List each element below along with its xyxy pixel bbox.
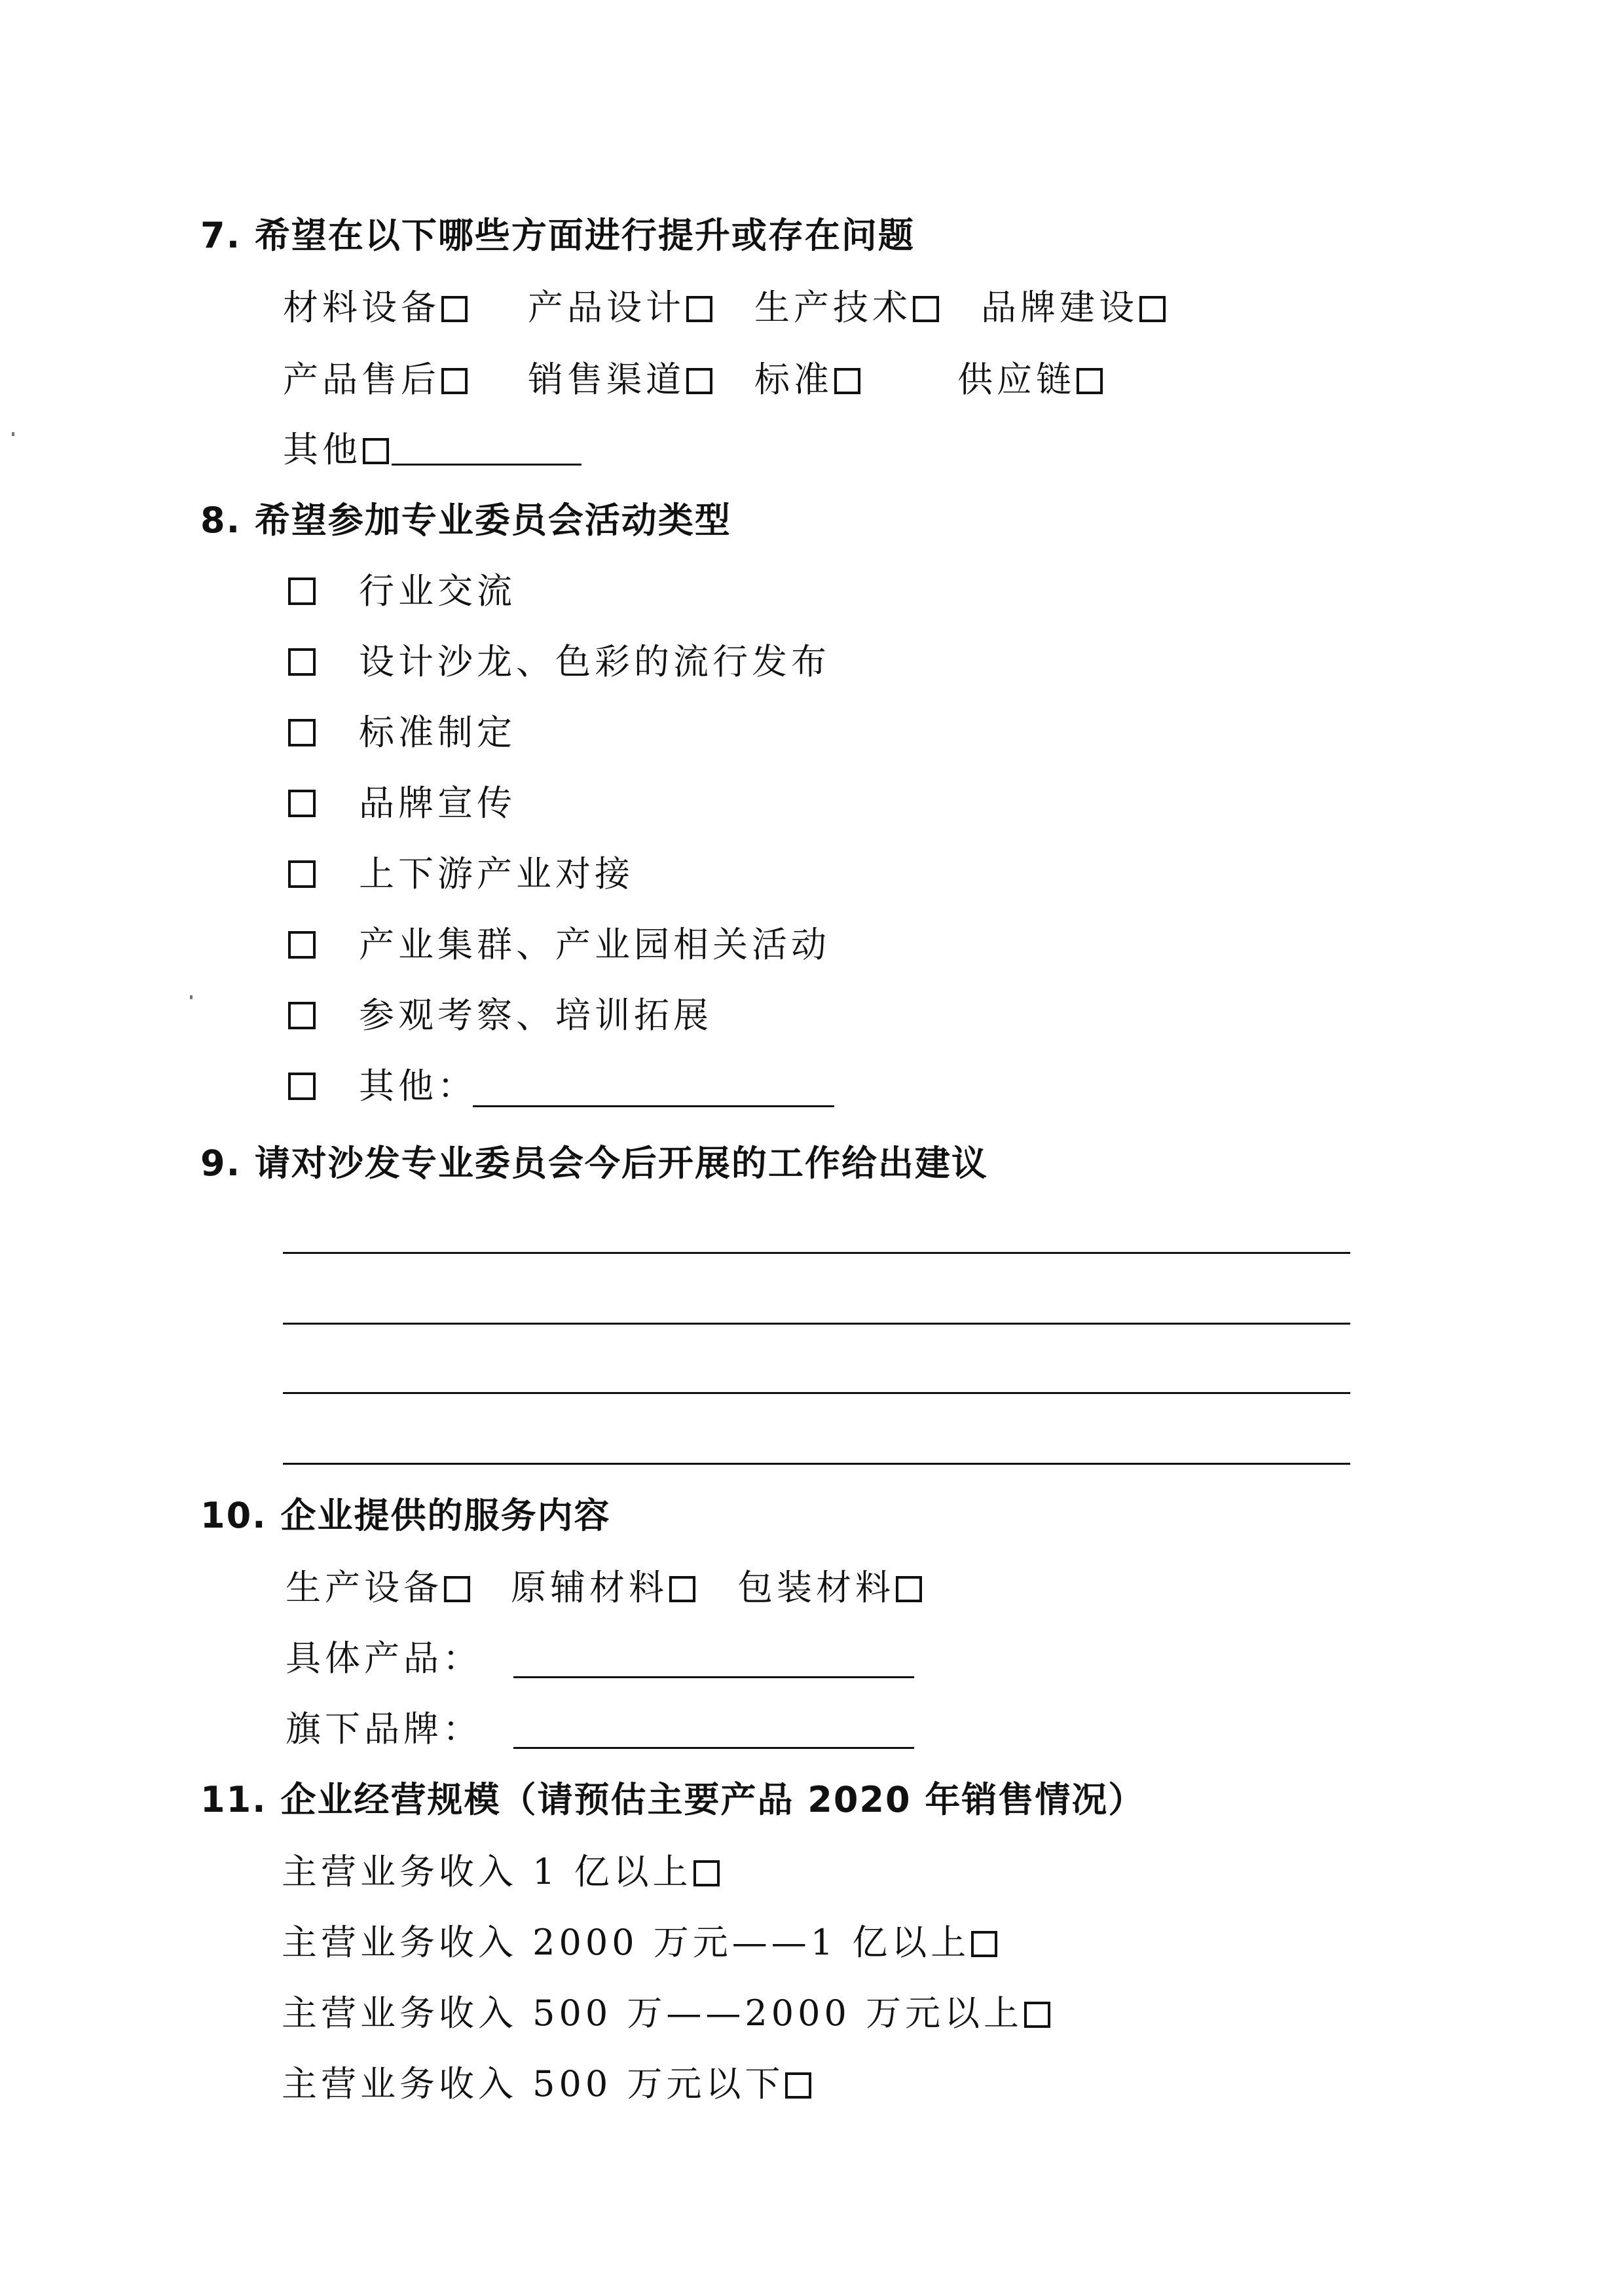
scan-speck bbox=[12, 432, 14, 436]
checkbox[interactable] bbox=[288, 1073, 316, 1100]
scan-speck bbox=[190, 995, 193, 999]
q7-option-label: 品牌建设 bbox=[981, 287, 1138, 328]
q8-option-label: 行业交流 bbox=[359, 570, 516, 612]
q7-option-brand-building[interactable] bbox=[981, 285, 1166, 331]
checkbox[interactable] bbox=[896, 1576, 922, 1602]
checkbox[interactable] bbox=[686, 296, 712, 322]
q7-option-label: 销售渠道 bbox=[528, 359, 685, 400]
q10-brand-input-line[interactable] bbox=[513, 1747, 914, 1749]
checkbox[interactable] bbox=[288, 1002, 316, 1029]
q7-option-sales-channel[interactable] bbox=[528, 357, 712, 403]
checkbox[interactable] bbox=[288, 860, 316, 888]
question-7-title: 7. 希望在以下哪些方面进行提升或存在问题 bbox=[200, 215, 915, 256]
q11-option-label: 主营业务收入 500 万——2000 万元以上 bbox=[282, 1992, 1023, 2034]
q7-option-label: 材料设备 bbox=[283, 287, 440, 328]
q10-brand-label: 旗下品牌： bbox=[286, 1708, 482, 1750]
checkbox[interactable] bbox=[834, 368, 860, 394]
checkbox[interactable] bbox=[1077, 368, 1103, 394]
q11-option-5m-20m[interactable] bbox=[282, 1991, 1050, 2036]
checkbox[interactable] bbox=[288, 931, 316, 959]
q11-option-label: 主营业务收入 500 万元以下 bbox=[282, 2063, 784, 2104]
q8-option-label: 上下游产业对接 bbox=[359, 853, 634, 894]
checkbox[interactable] bbox=[288, 648, 316, 676]
question-9-title: 9. 请对沙发专业委员会今后开展的工作给出建议 bbox=[200, 1143, 988, 1184]
q7-option-label: 产品设计 bbox=[528, 287, 685, 328]
q11-option-under-5m[interactable] bbox=[282, 2061, 811, 2107]
q8-option-label: 产业集群、产业园相关活动 bbox=[359, 924, 830, 965]
q11-option-over-100m[interactable] bbox=[282, 1849, 720, 1895]
question-8-title: 8. 希望参加专业委员会活动类型 bbox=[200, 500, 731, 541]
checkbox[interactable] bbox=[913, 296, 939, 322]
q10-product-input-line[interactable] bbox=[513, 1676, 914, 1678]
checkbox[interactable] bbox=[363, 438, 389, 464]
checkbox[interactable] bbox=[288, 719, 316, 746]
checkbox[interactable] bbox=[288, 790, 316, 817]
q7-option-label: 标准 bbox=[754, 359, 833, 400]
checkbox[interactable] bbox=[441, 368, 468, 394]
q7-option-production-tech[interactable] bbox=[754, 285, 939, 331]
q8-option-label: 标准制定 bbox=[359, 712, 516, 753]
q7-option-other[interactable] bbox=[283, 427, 581, 473]
q11-option-20m-100m[interactable] bbox=[282, 1920, 997, 1966]
q9-answer-line[interactable] bbox=[283, 1252, 1350, 1254]
q10-option-production-equipment[interactable] bbox=[286, 1565, 470, 1611]
q8-option-label: 设计沙龙、色彩的流行发布 bbox=[359, 641, 830, 682]
q10-option-label: 生产设备 bbox=[286, 1567, 443, 1608]
q8-option-label: 参观考察、培训拓展 bbox=[359, 995, 712, 1036]
checkbox[interactable] bbox=[686, 368, 712, 394]
q9-answer-line[interactable] bbox=[283, 1463, 1350, 1465]
q7-option-product-design[interactable] bbox=[528, 285, 712, 331]
q7-option-materials[interactable] bbox=[283, 285, 468, 331]
q11-option-label: 主营业务收入 2000 万元——1 亿以上 bbox=[282, 1922, 970, 1963]
checkbox[interactable] bbox=[288, 578, 316, 605]
checkbox[interactable] bbox=[971, 1931, 997, 1957]
q7-option-label: 产品售后 bbox=[283, 359, 440, 400]
checkbox[interactable] bbox=[785, 2072, 811, 2099]
q10-option-raw-materials[interactable] bbox=[511, 1565, 695, 1611]
q8-option-label: 其他： bbox=[359, 1065, 477, 1107]
q7-other-input-line[interactable] bbox=[392, 464, 581, 466]
q7-option-label: 生产技术 bbox=[754, 287, 912, 328]
q10-product-label: 具体产品： bbox=[286, 1638, 482, 1679]
q9-answer-line[interactable] bbox=[283, 1323, 1350, 1325]
q8-option-label: 品牌宣传 bbox=[359, 782, 516, 824]
q9-answer-line[interactable] bbox=[283, 1392, 1350, 1394]
checkbox[interactable] bbox=[1139, 296, 1166, 322]
checkbox[interactable] bbox=[1024, 2002, 1050, 2028]
q11-option-label: 主营业务收入 1 亿以上 bbox=[282, 1851, 692, 1892]
q7-option-standard[interactable] bbox=[754, 357, 860, 403]
q7-other-label: 其他 bbox=[283, 429, 361, 470]
question-11-title: 11. 企业经营规模（请预估主要产品 2020 年销售情况） bbox=[200, 1779, 1145, 1820]
q8-other-input-line[interactable] bbox=[473, 1105, 834, 1107]
q7-option-after-sales[interactable] bbox=[283, 357, 468, 403]
q10-option-label: 原辅材料 bbox=[511, 1567, 668, 1608]
q7-option-label: 供应链 bbox=[957, 359, 1075, 400]
q10-option-packaging[interactable] bbox=[737, 1565, 922, 1611]
q7-option-supply-chain[interactable] bbox=[957, 357, 1103, 403]
checkbox[interactable] bbox=[441, 296, 468, 322]
checkbox[interactable] bbox=[693, 1860, 720, 1886]
q10-option-label: 包装材料 bbox=[737, 1567, 895, 1608]
question-10-title: 10. 企业提供的服务内容 bbox=[200, 1495, 611, 1536]
checkbox[interactable] bbox=[669, 1576, 695, 1602]
checkbox[interactable] bbox=[444, 1576, 470, 1602]
